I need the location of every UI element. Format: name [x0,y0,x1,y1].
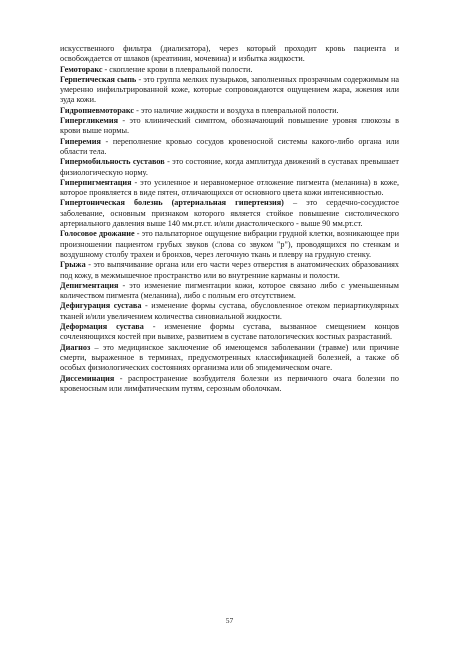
page-number: 57 [225,616,234,625]
glossary-entry-golosovoe-drozhanie [60,229,399,260]
glossary-term: Дефигурация сустава [60,301,142,311]
continuation-text: искусственного фильтра (диализатора), через который проходит кровь пациента и освобождается от шлаков (креатинин, мочевина) и избытка жидкости. [60,44,399,64]
glossary-term: Герпетическая сыпь [60,74,137,84]
glossary-entry-gipermobilnost [60,157,399,178]
glossary-definition: - изменение формы сустава, вызванное смещением концов сочленяющихся костей при вывихе, развитием в суставе патологических костных разрастаний. [60,322,399,342]
glossary-entry-gidropnevmotoraks [60,106,399,116]
glossary-definition: – это сердечно-сосудистое заболевание, основным признаком которого является стойкое повышение систолического артериального давления выше 140 мм.рт.ст. и/или диастолического - выше 90 мм.рт.ст. [60,198,399,229]
glossary-definition: - это группа мелких пузырьков, заполненных прозрачным содержимым на умеренно инфильтрированной коже, которые сопровождаются ощущением жара, жжения или зуда кожи. [60,74,399,105]
glossary-definition: - переполнение кровью сосудов кровеносной системы какого-либо органа или области тела. [60,136,399,156]
glossary-entry-giperpigmentaciya [60,178,399,199]
glossary-entry-gerpeticheskaya-syp [60,75,399,106]
glossary-definition: – это медицинское заключение об имеющемся заболевании (травме) или причине смерти, выраженное в терминах, предусмотренных классификацией болезней, а также об особых физиологических состояниях организма или об эпидемическом очаге. [60,342,399,373]
glossary-definition: - распространение возбудителя болезни из первичного очага болезни по кровеносным или лимфатическим путям, серозным оболочкам. [60,373,399,393]
glossary-term: Диагноз [60,342,91,352]
glossary-definition: - это пальпаторное ощущение вибрации грудной клетки, возникающее при произношении пациентом грубых звуков (слова со звуком "р"), проводящихся по стенкам и воздушному столбу трахеи и бронхов, через легочную ткань и плевру на грудную стенку. [60,229,399,259]
glossary-definition: - это состояние, когда амплитуда движений в суставах превышает физиологическую норму. [60,157,399,177]
glossary-definition: - это изменение пигментации кожи, которое связано либо с уменьшенным количеством пигмента (меланина), либо с полным его отсутствием. [60,280,399,301]
glossary-entry-giperemiya [60,137,399,158]
glossary-entry-defiguraciya-sustava [60,301,399,322]
glossary-entry-disseminaciya [60,374,399,395]
page-body [60,44,399,394]
glossary-term: Гиперпигментация [60,177,132,187]
glossary-term: Гидропневмоторакс [60,105,135,115]
glossary-term: Диссеминация [60,373,115,383]
glossary-definition: - изменение формы сустава, обусловленное отеком периартикулярных тканей и/или увеличением количества синовиальной жидкости. [60,301,399,321]
glossary-definition: - это клинический симптом, обозначающий повышение уровня глюкозы в крови выше нормы. [60,116,399,136]
glossary-entry-gryzha [60,260,399,281]
glossary-term: Гемоторакс [60,64,103,74]
continuation-paragraph [60,44,399,65]
glossary-term: Депигментация [60,280,119,290]
glossary-term: Гиперемия [60,136,101,146]
glossary-term: Гипергликемия [60,116,119,126]
glossary-definition: - скопление крови в плевральной полости. [102,64,253,74]
glossary-entry-diagnoz [60,343,399,374]
glossary-definition: - это усиленное и неравномерное отложение пигмента (меланина) в коже, которое проявляется в виде пятен, отличающихся от основного цвета кожи интенсивностью. [60,177,399,198]
glossary-term: Голосовое дрожание [60,229,135,239]
glossary-entry-giperglikemiya [60,116,399,137]
glossary-definition: - это наличие жидкости и воздуха в плевральной полости. [134,105,339,115]
glossary-term: Грыжа [60,260,86,270]
glossary-entry-deformaciya-sustava [60,322,399,343]
glossary-entry-depigmentaciya [60,281,399,302]
glossary-term: Деформация сустава [60,322,144,332]
glossary-term: Гипермобильность суставов [60,157,165,167]
glossary-definition: - это выпячивание органа или его части через отверстия в анатомических образованиях под кожу, в межмышечное пространство или во внутренние карманы и полости. [60,260,399,280]
glossary-entry-gipertonicheskaya-bolezn [60,198,399,229]
glossary-entry-gemotoraks [60,65,399,75]
glossary-term: Гипертоническая болезнь (артериальная гипертензия) [60,198,284,208]
